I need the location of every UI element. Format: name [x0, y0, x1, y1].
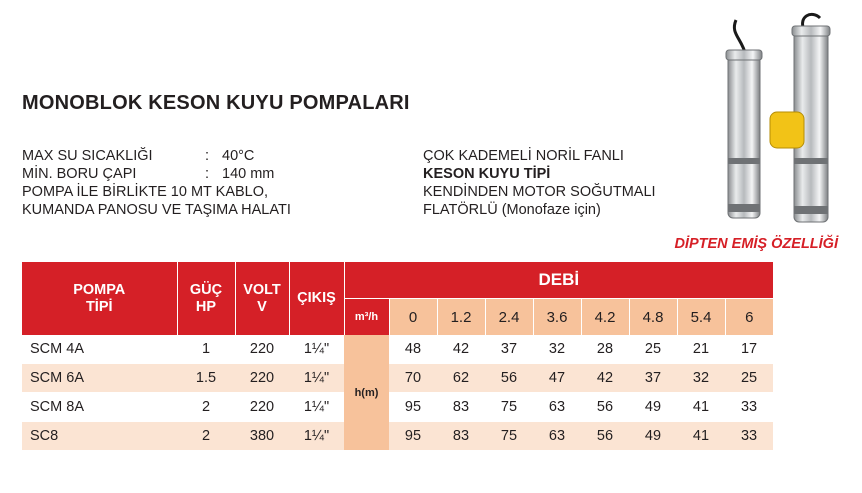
outlet-size: 1¼" — [289, 335, 344, 364]
head-value: 49 — [629, 393, 677, 422]
head-value: 83 — [437, 422, 485, 451]
head-value: 83 — [437, 393, 485, 422]
head-value: 56 — [581, 393, 629, 422]
header-outlet: ÇIKIŞ — [289, 262, 344, 335]
voltage: 380 — [235, 422, 289, 451]
flow-value: 5.4 — [677, 299, 725, 336]
header-text: TİPİ — [85, 298, 113, 315]
flow-value: 2.4 — [485, 299, 533, 336]
power-hp: 2 — [177, 393, 235, 422]
voltage: 220 — [235, 393, 289, 422]
flow-value: 0 — [389, 299, 437, 336]
flow-value: 1.2 — [437, 299, 485, 336]
header-text: VOLT — [243, 281, 281, 298]
table-row — [22, 364, 773, 393]
feature-tag: DİPTEN EMİŞ ÖZELLİĞİ — [674, 236, 838, 252]
head-value: 28 — [581, 335, 629, 364]
head-value: 75 — [485, 422, 533, 451]
head-value: 32 — [677, 364, 725, 393]
spec-value: 140 mm — [222, 166, 275, 182]
flow-value: 4.2 — [581, 299, 629, 336]
spec-label: MİN. BORU ÇAPI — [22, 166, 137, 182]
header-flow-rate: DEBİ — [344, 262, 773, 299]
flow-value: 6 — [725, 299, 773, 336]
page-title: MONOBLOK KESON KUYU POMPALARI — [22, 92, 410, 114]
head-value: 37 — [485, 335, 533, 364]
spec-row-max-temp — [22, 147, 291, 165]
head-value: 17 — [725, 335, 773, 364]
model-name: SC8 — [22, 422, 177, 451]
table-row — [22, 393, 773, 422]
table-row — [22, 422, 773, 451]
head-value: 56 — [581, 422, 629, 451]
head-value: 42 — [437, 335, 485, 364]
header-voltage — [235, 262, 289, 335]
header-text: GÜÇ — [189, 281, 223, 298]
pump-product-image — [716, 8, 848, 230]
outlet-size: 1¼" — [289, 393, 344, 422]
feature-line: FLATÖRLÜ (Monofaze için) — [423, 202, 601, 218]
head-value: 63 — [533, 422, 581, 451]
header-power — [177, 262, 235, 335]
head-value: 25 — [725, 364, 773, 393]
spec-row-min-pipe — [22, 165, 291, 183]
head-value: 95 — [389, 422, 437, 451]
header-text: POMPA — [73, 281, 126, 298]
head-value: 95 — [389, 393, 437, 422]
model-name: SCM 6A — [22, 364, 177, 393]
header-text: HP — [195, 298, 217, 315]
head-value: 56 — [485, 364, 533, 393]
voltage: 220 — [235, 335, 289, 364]
head-value: 48 — [389, 335, 437, 364]
head-value: 63 — [533, 393, 581, 422]
head-value: 75 — [485, 393, 533, 422]
spec-value: 40°C — [222, 148, 255, 164]
power-hp: 2 — [177, 422, 235, 451]
header-pump-type — [22, 262, 177, 335]
outlet-size: 1¼" — [289, 364, 344, 393]
spec-note-line: KUMANDA PANOSU VE TAŞIMA HALATI — [22, 202, 291, 218]
table-row — [22, 335, 773, 364]
model-name: SCM 8A — [22, 393, 177, 422]
voltage: 220 — [235, 364, 289, 393]
head-value: 32 — [533, 335, 581, 364]
head-value: 70 — [389, 364, 437, 393]
feature-list — [423, 147, 656, 219]
flow-value: 4.8 — [629, 299, 677, 336]
head-unit-label: h(m) — [344, 335, 389, 451]
model-name: SCM 4A — [22, 335, 177, 364]
head-value: 37 — [629, 364, 677, 393]
power-hp: 1 — [177, 335, 235, 364]
outlet-size: 1¼" — [289, 422, 344, 451]
head-value: 33 — [725, 422, 773, 451]
power-hp: 1.5 — [177, 364, 235, 393]
head-value: 62 — [437, 364, 485, 393]
head-value: 33 — [725, 393, 773, 422]
spec-label: MAX SU SICAKLIĞI — [22, 148, 153, 164]
head-value: 42 — [581, 364, 629, 393]
feature-line: KENDİNDEN MOTOR SOĞUTMALI — [423, 184, 656, 200]
feature-line-highlight: KESON KUYU TİPİ — [423, 166, 551, 182]
head-value: 47 — [533, 364, 581, 393]
pump-spec-table — [22, 262, 773, 451]
head-value: 49 — [629, 422, 677, 451]
flow-unit-label: m³/h — [344, 299, 389, 336]
head-value: 41 — [677, 422, 725, 451]
head-value: 25 — [629, 335, 677, 364]
head-value: 21 — [677, 335, 725, 364]
spec-note-line: POMPA İLE BİRLİKTE 10 MT KABLO, — [22, 184, 269, 200]
spec-list — [22, 147, 291, 219]
flow-value: 3.6 — [533, 299, 581, 336]
spec-separator: : — [205, 166, 210, 182]
feature-line: ÇOK KADEMELİ NORİL FANLI — [423, 148, 624, 164]
spec-separator: : — [205, 148, 210, 164]
head-value: 41 — [677, 393, 725, 422]
header-text: V — [257, 298, 267, 315]
